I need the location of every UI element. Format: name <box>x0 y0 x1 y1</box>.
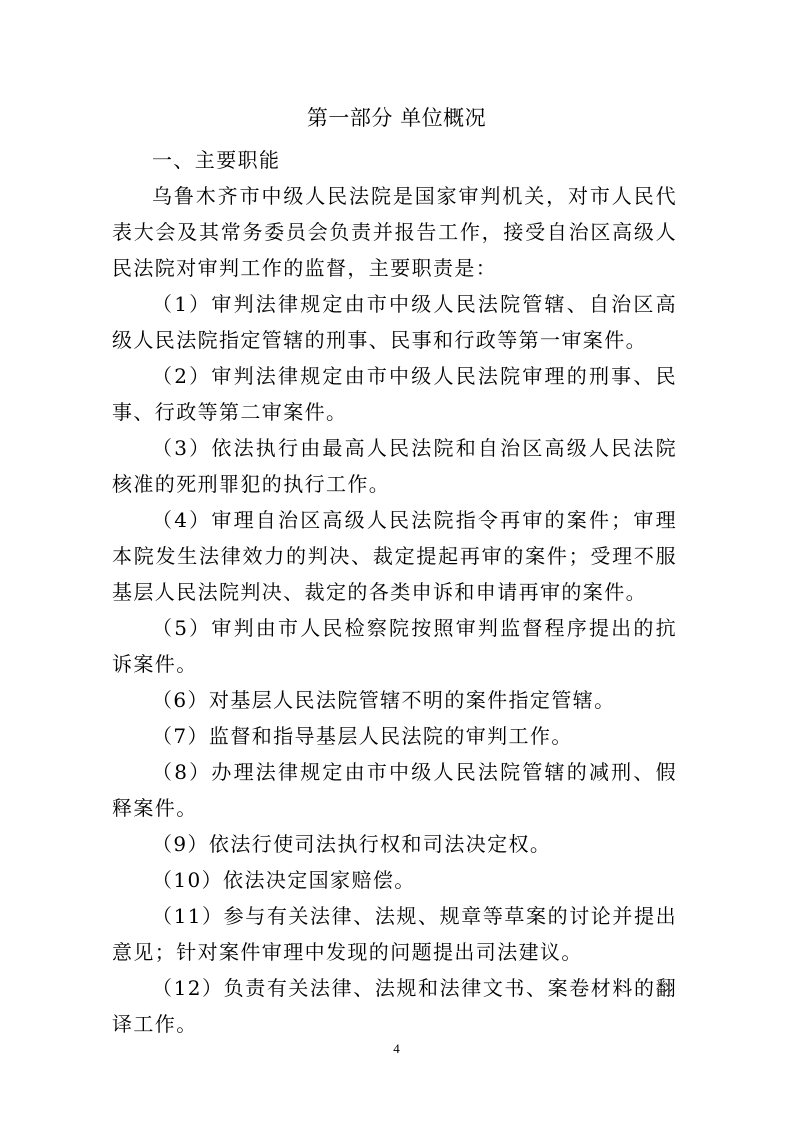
section-heading: 一、主要职能 <box>152 148 281 172</box>
duty-item-8: （8）办理法律规定由市中级人民法院管辖的减刑、假释案件。 <box>112 760 677 820</box>
page-number: 4 <box>393 1041 400 1056</box>
duty-item-2: （2）审判法律规定由市中级人民法院审理的刑事、民事、行政等第二审案件。 <box>112 364 677 424</box>
duty-item-9: （9）依法行使司法执行权和司法决定权。 <box>152 832 552 856</box>
document-body <box>112 142 677 1042</box>
duty-item-5: （5）审判由市人民检察院按照审判监督程序提出的抗诉案件。 <box>112 616 677 676</box>
page-title: 第一部分 单位概况 <box>306 106 487 130</box>
duty-item-4: （4）审理自治区高级人民法院指令再审的案件；审理本院发生法律效力的判决、裁定提起再审的案件；受理不服基层人民法院判决、裁定的各类申诉和申请再审的案件。 <box>112 508 677 604</box>
duty-item-6: （6）对基层人民法院管辖不明的案件指定管辖。 <box>152 688 616 712</box>
duty-item-12: （12）负责有关法律、法规和法律文书、案卷材料的翻译工作。 <box>112 976 677 1036</box>
duty-item-1: （1）审判法律规定由市中级人民法院管辖、自治区高级人民法院指定管辖的刑事、民事和行政等第一审案件。 <box>112 292 677 352</box>
duty-item-7: （7）监督和指导基层人民法院的审判工作。 <box>152 724 573 748</box>
intro-paragraph: 乌鲁木齐市中级人民法院是国家审判机关，对市人民代表大会及其常务委员会负责并报告工作，接受自治区高级人民法院对审判工作的监督，主要职责是： <box>112 184 677 280</box>
duty-item-3: （3）依法执行由最高人民法院和自治区高级人民法院核准的死刑罪犯的执行工作。 <box>112 436 677 496</box>
duty-item-11: （11）参与有关法律、法规、规章等草案的讨论并提出意见；针对案件审理中发现的问题提出司法建议。 <box>112 904 677 964</box>
duty-item-10: （10）依法决定国家赔偿。 <box>152 868 416 892</box>
